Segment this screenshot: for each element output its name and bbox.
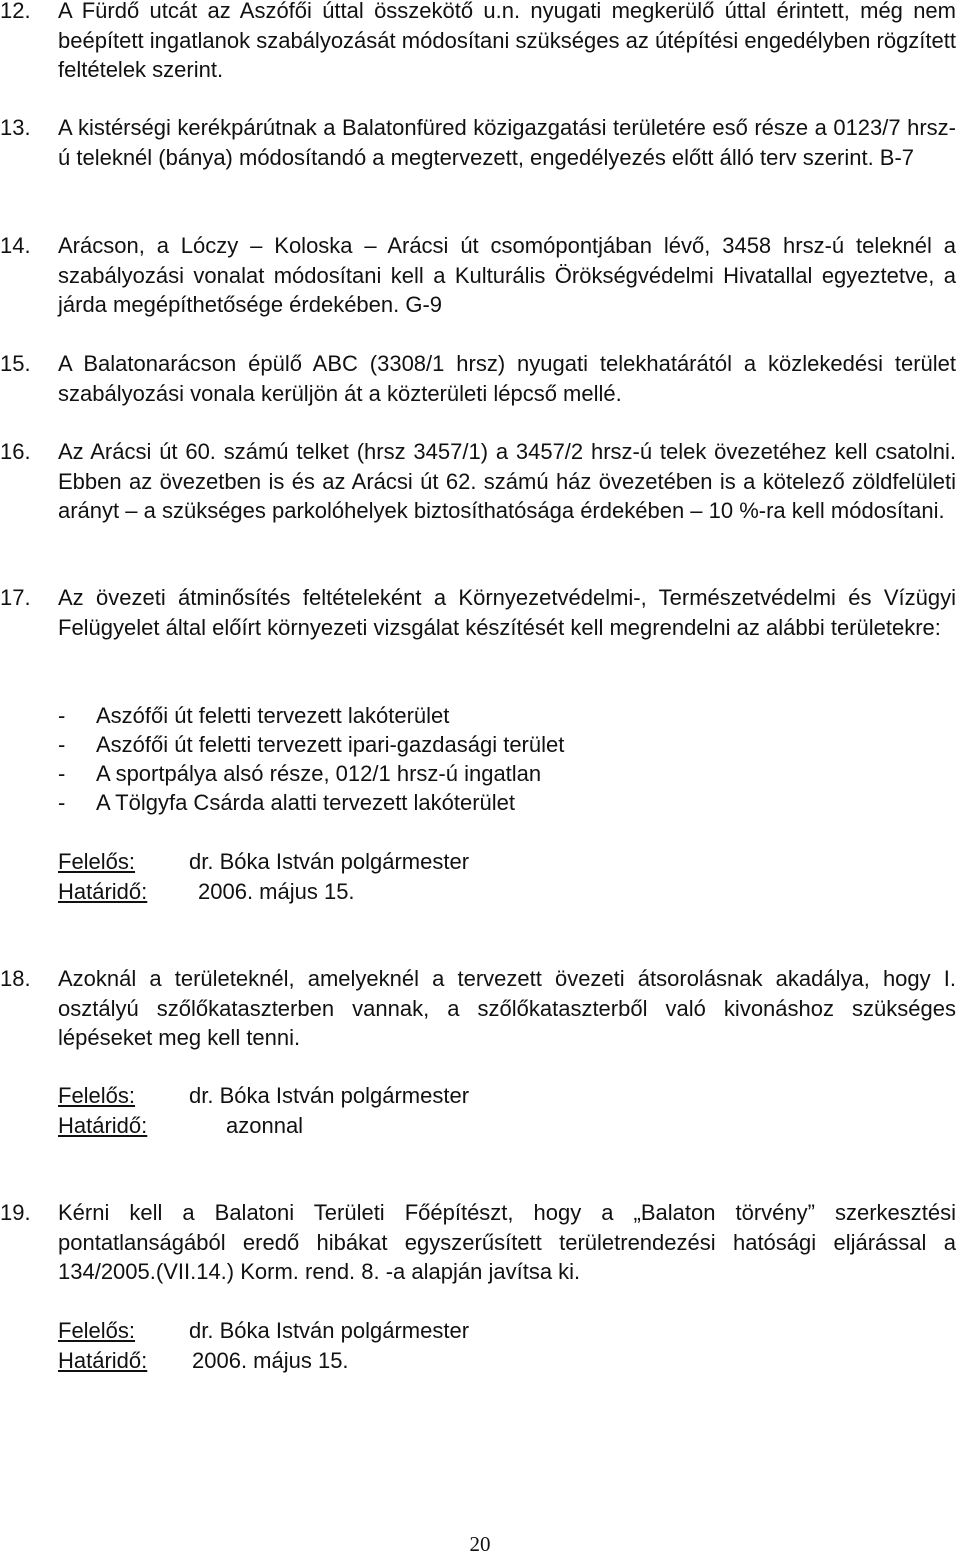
list-dash: - xyxy=(58,790,66,815)
deadline-value: 2006. május 15. xyxy=(198,879,355,904)
item-text: Kérni kell a Balatoni Területi Főépítészt, hogy a „Balaton törvény” szerkesztési pontatlanságából eredő hibákat egyszerűsített területrendezési hatósági eljárással a 134/2005.(VII.14.) Korm. rend. 8. -a alapján javítsa ki. xyxy=(58,1200,956,1284)
responsible-value: dr. Bóka István polgármester xyxy=(189,849,470,874)
deadline-line xyxy=(58,1111,758,1140)
responsible-label: Felelős: xyxy=(58,1083,136,1108)
list-dash: - xyxy=(58,761,66,786)
item-number: 18. xyxy=(0,966,31,991)
responsible-label: Felelős: xyxy=(58,849,136,874)
item-text: Azoknál a területeknél, amelyeknél a tervezett övezeti átsorolásnak akadálya, hogy I. osztályú szőlőkataszterben vannak, a szőlőkataszterből való kivonáshoz szükséges lépéseket meg kell tenni. xyxy=(58,966,956,1050)
item-16 xyxy=(0,437,956,526)
item-19 xyxy=(0,1198,956,1287)
responsible-label: Felelős: xyxy=(58,1318,136,1343)
page-number: 20 xyxy=(469,1532,491,1556)
deadline-value: azonnal xyxy=(226,1113,304,1138)
item-13 xyxy=(0,113,956,172)
list-item xyxy=(58,759,858,788)
item-text: Az Arácsi út 60. számú telket (hrsz 3457/1) a 3457/2 hrsz-ú telek övezetéhez kell csatolni. Ebben az övezetben is és az Arácsi út 62. számú ház övezetében is a kötelező zöldfelületi arányt – a szükséges parkolóhelyek biztosíthatósága érdekében – 10 %-ra kell módosítani. xyxy=(58,439,956,523)
deadline-line xyxy=(58,1346,758,1375)
list-item xyxy=(58,788,858,817)
responsible-line xyxy=(58,1081,758,1110)
list-item xyxy=(58,730,858,759)
list-item xyxy=(58,701,858,730)
item-15 xyxy=(0,349,956,408)
item-text: A Fürdő utcát az Aszófői úttal összekötő u.n. nyugati megkerülő úttal érintett, még nem beépített ingatlanok szabályozását módosítani szükséges az útépítési engedélyben rögzített feltételek szerint. xyxy=(58,0,956,82)
list-dash: - xyxy=(58,703,66,728)
deadline-label: Határidő: xyxy=(58,879,148,904)
item-number: 16. xyxy=(0,439,31,464)
deadline-label: Határidő: xyxy=(58,1113,148,1138)
list-item-text: Aszófői út feletti tervezett ipari-gazdasági terület xyxy=(96,732,565,757)
item-number: 14. xyxy=(0,233,31,258)
deadline-line xyxy=(58,877,758,906)
item-12 xyxy=(0,0,956,85)
item-number: 15. xyxy=(0,351,31,376)
responsible-line xyxy=(58,1316,758,1345)
item-18 xyxy=(0,964,956,1053)
list-item-text: Aszófői út feletti tervezett lakóterület xyxy=(96,703,450,728)
deadline-value: 2006. május 15. xyxy=(192,1348,349,1373)
responsible-value: dr. Bóka István polgármester xyxy=(189,1083,470,1108)
item-number: 12. xyxy=(0,0,31,23)
item-14 xyxy=(0,231,956,320)
item-17 xyxy=(0,583,956,642)
list-item-text: A sportpálya alsó része, 012/1 hrsz-ú ingatlan xyxy=(96,761,542,786)
responsible-value: dr. Bóka István polgármester xyxy=(189,1318,470,1343)
item-text: A Balatonarácson épülő ABC (3308/1 hrsz) nyugati telekhatárától a közlekedési terület szabályozási vonala kerüljön át a közterületi lépcső mellé. xyxy=(58,351,956,406)
list-dash: - xyxy=(58,732,66,757)
item-number: 13. xyxy=(0,115,31,140)
item-text: A kistérségi kerékpárútnak a Balatonfüred közigazgatási területére eső része a 0123/7 hrsz-ú teleknél (bánya) módosítandó a megtervezett, engedélyezés előtt álló terv szerint. B-7 xyxy=(58,115,956,170)
item-number: 17. xyxy=(0,585,31,610)
item-text: Az övezeti átminősítés feltételeként a Környezetvédelmi-, Természetvédelmi és Vízügyi Felügyelet által előírt környezeti vizsgálat készítését kell megrendelni az alábbi területekre: xyxy=(58,585,956,640)
responsible-line xyxy=(58,847,758,876)
list-item-text: A Tölgyfa Csárda alatti tervezett lakóterület xyxy=(96,790,516,815)
item-number: 19. xyxy=(0,1200,31,1225)
item-text: Arácson, a Lóczy – Koloska – Arácsi út csomópontjában lévő, 3458 hrsz-ú teleknél a szabályozási vonalat módosítani kell a Kulturális Örökségvédelmi Hivatallal egyeztetve, a járda megépíthetősége érdekében. G-9 xyxy=(58,233,956,317)
deadline-label: Határidő: xyxy=(58,1348,148,1373)
